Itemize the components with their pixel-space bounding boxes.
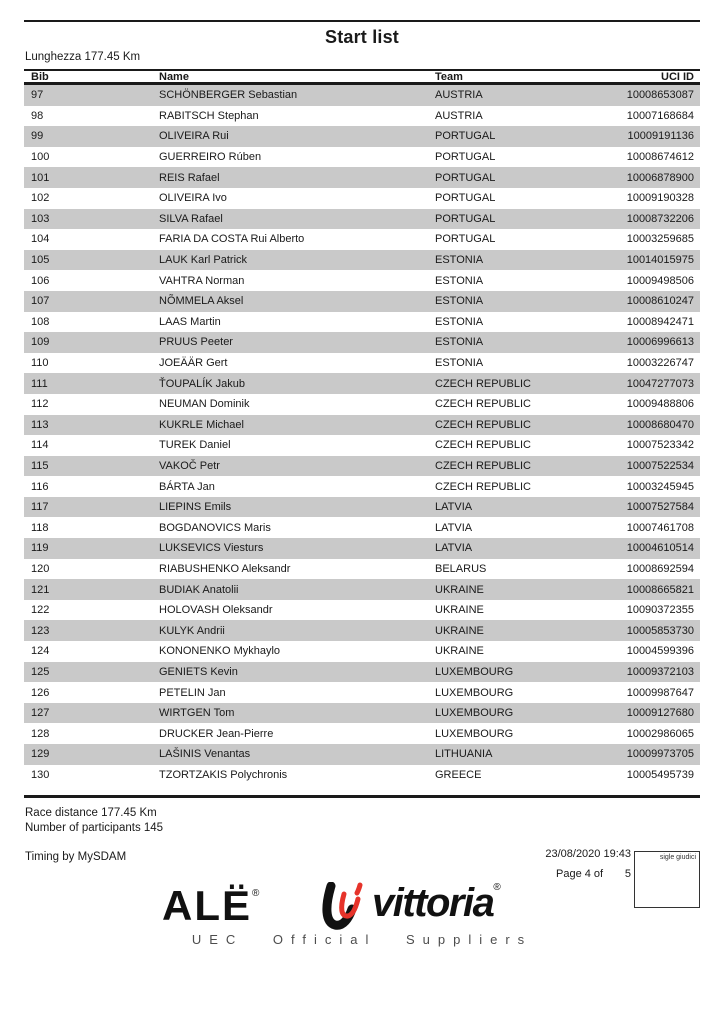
cell-uci: 10007168684: [626, 109, 694, 122]
cell-name: WIRTGEN Tom: [159, 707, 235, 720]
cell-name: NEUMAN Dominik: [159, 398, 250, 411]
cell-name: VAHTRA Norman: [159, 274, 245, 287]
cell-bib: 129: [31, 748, 50, 761]
cell-name: HOLOVASH Oleksandr: [159, 604, 273, 617]
cell-uci: 10006878900: [626, 171, 694, 184]
cell-team: PORTUGAL: [435, 151, 496, 164]
cell-uci: 10007461708: [626, 521, 694, 534]
cell-team: CZECH REPUBLIC: [435, 480, 531, 493]
cell-team: LUXEMBOURG: [435, 686, 514, 699]
cell-name: RABITSCH Stephan: [159, 109, 259, 122]
cell-bib: 108: [31, 315, 50, 328]
cell-uci: 10004610514: [626, 542, 694, 555]
ale-logo: [162, 882, 260, 929]
cell-team: AUSTRIA: [435, 89, 483, 102]
cell-bib: 117: [31, 501, 49, 514]
cell-name: VAKOČ Petr: [159, 459, 220, 472]
cell-uci: 10009488806: [626, 398, 694, 411]
vittoria-registered-mark: ®: [493, 882, 501, 893]
judges-signature-box: [634, 851, 700, 908]
page-number-label: Page 4 of: [556, 868, 604, 880]
table-row: [24, 744, 700, 765]
vittoria-logo-text: vittoria: [372, 881, 494, 925]
table-row: [24, 517, 700, 538]
cell-uci: 10002986065: [626, 727, 694, 740]
page-number: [556, 868, 631, 880]
table-row: [24, 373, 700, 394]
table-row: [24, 497, 700, 518]
cell-name: JOEÄÄR Gert: [159, 357, 228, 370]
cell-uci: 10009973705: [626, 748, 694, 761]
table-row: [24, 85, 700, 106]
table-row: [24, 456, 700, 477]
vittoria-logo: [322, 880, 501, 932]
cell-name: FARIA DA COSTA Rui Alberto: [159, 233, 305, 246]
cell-team: LUXEMBOURG: [435, 727, 514, 740]
cell-name: LUKSEVICS Viesturs: [159, 542, 264, 555]
ale-logo-text: ALË: [162, 882, 252, 929]
cell-team: UKRAINE: [435, 604, 484, 617]
cell-name: PETELIN Jan: [159, 686, 226, 699]
cell-bib: 130: [31, 768, 50, 781]
cell-name: NÕMMELA Aksel: [159, 295, 244, 308]
cell-uci: 10008610247: [626, 295, 694, 308]
table-row: [24, 435, 700, 456]
cell-bib: 118: [31, 521, 49, 534]
cell-team: AUSTRIA: [435, 109, 483, 122]
cell-name: OLIVEIRA Ivo: [159, 192, 227, 205]
cell-bib: 122: [31, 604, 50, 617]
cell-name: REIS Rafael: [159, 171, 220, 184]
cell-team: ESTONIA: [435, 274, 484, 287]
cell-bib: 97: [31, 89, 44, 102]
cell-bib: 110: [31, 357, 49, 370]
header-name: Name: [159, 70, 189, 83]
cell-team: CZECH REPUBLIC: [435, 398, 531, 411]
cell-name: DRUCKER Jean-Pierre: [159, 727, 274, 740]
header-uci-id: UCI ID: [661, 70, 694, 83]
cell-uci: 10003245945: [626, 480, 694, 493]
header-bib: Bib: [31, 70, 49, 83]
cell-team: LATVIA: [435, 542, 473, 555]
cell-uci: 10009190328: [626, 192, 694, 205]
table-row: [24, 703, 700, 724]
cell-uci: 10004599396: [626, 645, 694, 658]
cell-name: LIEPINS Emils: [159, 501, 232, 514]
bottom-rule: [24, 795, 700, 798]
table-body: [24, 85, 700, 785]
table-row: [24, 250, 700, 271]
table-row: [24, 291, 700, 312]
cell-uci: 10003259685: [626, 233, 694, 246]
cell-uci: 10008674612: [626, 151, 694, 164]
cell-team: ESTONIA: [435, 315, 484, 328]
cell-uci: 10008942471: [626, 315, 694, 328]
table-row: [24, 270, 700, 291]
race-distance-label: Race distance 177.45 Km: [25, 807, 157, 819]
page-title: Start list: [324, 27, 400, 47]
cell-uci: 10008680470: [626, 418, 694, 431]
cell-name: BOGDANOVICS Maris: [159, 521, 271, 534]
cell-team: ESTONIA: [435, 254, 484, 267]
cell-bib: 124: [31, 645, 50, 658]
top-rule: [24, 20, 700, 22]
print-datetime: 23/08/2020 19:43: [545, 848, 631, 860]
table-row: [24, 394, 700, 415]
cell-name: PRUUS Peeter: [159, 336, 233, 349]
cell-uci: 10047277073: [626, 377, 694, 390]
cell-uci: 10008732206: [626, 212, 694, 225]
cell-team: LUXEMBOURG: [435, 707, 514, 720]
table-row: [24, 126, 700, 147]
ale-registered-mark: ®: [252, 888, 260, 899]
cell-bib: 112: [31, 398, 49, 411]
cell-name: GENIETS Kevin: [159, 665, 238, 678]
cell-team: BELARUS: [435, 562, 487, 575]
table-row: [24, 106, 700, 127]
participants-label: Number of participants 145: [25, 822, 164, 834]
cell-name: KONONENKO Mykhaylo: [159, 645, 281, 658]
cell-name: KUKRLE Michael: [159, 418, 244, 431]
table-row: [24, 600, 700, 621]
cell-bib: 100: [31, 151, 50, 164]
cell-team: LUXEMBOURG: [435, 665, 514, 678]
vittoria-swoosh-icon: [322, 882, 368, 932]
table-row: [24, 147, 700, 168]
cell-team: LATVIA: [435, 501, 473, 514]
timing-credit: Timing by MySDAM: [25, 851, 127, 863]
table-row: [24, 579, 700, 600]
cell-team: LITHUANIA: [435, 748, 493, 761]
table-header-row: [24, 69, 700, 85]
judges-box-label: sigle giudici: [659, 854, 696, 861]
uec-suppliers-label: UEC Official Suppliers: [191, 932, 533, 947]
cell-name: SILVA Rafael: [159, 212, 223, 225]
cell-team: ESTONIA: [435, 336, 484, 349]
table-row: [24, 476, 700, 497]
cell-uci: 10007523342: [626, 439, 694, 452]
cell-team: CZECH REPUBLIC: [435, 418, 531, 431]
cell-name: BUDIAK Anatolii: [159, 583, 239, 596]
cell-bib: 116: [31, 480, 49, 493]
cell-team: ESTONIA: [435, 295, 484, 308]
cell-uci: 10003226747: [626, 357, 694, 370]
cell-bib: 111: [31, 377, 48, 390]
cell-bib: 121: [31, 583, 50, 596]
cell-name: BÁRTA Jan: [159, 480, 215, 493]
cell-bib: 120: [31, 562, 50, 575]
race-length-label: Lunghezza 177.45 Km: [25, 51, 141, 63]
cell-team: PORTUGAL: [435, 171, 496, 184]
cell-bib: 119: [31, 542, 49, 555]
header-team: Team: [435, 70, 463, 83]
cell-team: UKRAINE: [435, 624, 484, 637]
cell-name: LAAS Martin: [159, 315, 221, 328]
cell-bib: 128: [31, 727, 50, 740]
cell-bib: 105: [31, 254, 50, 267]
cell-bib: 123: [31, 624, 50, 637]
cell-name: LAŠINIS Venantas: [159, 748, 251, 761]
cell-bib: 126: [31, 686, 50, 699]
cell-team: CZECH REPUBLIC: [435, 377, 531, 390]
table-row: [24, 538, 700, 559]
cell-uci: 10009127680: [626, 707, 694, 720]
race-summary: [25, 806, 163, 836]
cell-bib: 98: [31, 109, 44, 122]
table-row: [24, 662, 700, 683]
cell-bib: 115: [31, 459, 49, 472]
cell-team: PORTUGAL: [435, 130, 496, 143]
cell-uci: 10009498506: [626, 274, 694, 287]
cell-team: PORTUGAL: [435, 212, 496, 225]
cell-team: PORTUGAL: [435, 233, 496, 246]
cell-team: LATVIA: [435, 521, 473, 534]
table-row: [24, 167, 700, 188]
cell-uci: 10008653087: [626, 89, 694, 102]
table-row: [24, 188, 700, 209]
cell-bib: 103: [31, 212, 50, 225]
cell-team: GREECE: [435, 768, 482, 781]
cell-bib: 113: [31, 418, 49, 431]
cell-uci: 10009987647: [626, 686, 694, 699]
table-row: [24, 312, 700, 333]
cell-name: SCHÖNBERGER Sebastian: [159, 89, 298, 102]
cell-team: UKRAINE: [435, 583, 484, 596]
cell-name: OLIVEIRA Rui: [159, 130, 229, 143]
cell-name: KULYK Andrii: [159, 624, 225, 637]
cell-bib: 101: [31, 171, 50, 184]
cell-bib: 109: [31, 336, 50, 349]
table-row: [24, 765, 700, 786]
cell-name: TUREK Daniel: [159, 439, 231, 452]
cell-uci: 10009191136: [627, 130, 694, 143]
table-row: [24, 229, 700, 250]
cell-team: CZECH REPUBLIC: [435, 459, 531, 472]
cell-uci: 10090372355: [626, 604, 694, 617]
table-row: [24, 682, 700, 703]
start-list-table: [24, 69, 700, 798]
cell-bib: 99: [31, 130, 44, 143]
cell-name: LAUK Karl Patrick: [159, 254, 248, 267]
cell-uci: 10005495739: [626, 768, 694, 781]
cell-bib: 125: [31, 665, 50, 678]
page-total: 5: [624, 868, 631, 880]
table-row: [24, 332, 700, 353]
cell-uci: 10009372103: [626, 665, 694, 678]
table-row: [24, 415, 700, 436]
cell-name: RIABUSHENKO Aleksandr: [159, 562, 291, 575]
cell-uci: 10014015975: [626, 254, 694, 267]
table-row: [24, 723, 700, 744]
cell-uci: 10008692594: [626, 562, 694, 575]
cell-uci: 10005853730: [626, 624, 694, 637]
cell-team: ESTONIA: [435, 357, 484, 370]
table-row: [24, 559, 700, 580]
cell-bib: 102: [31, 192, 50, 205]
table-row: [24, 641, 700, 662]
cell-bib: 107: [31, 295, 50, 308]
table-row: [24, 209, 700, 230]
table-row: [24, 353, 700, 374]
cell-uci: 10007522534: [626, 459, 694, 472]
cell-bib: 114: [31, 439, 49, 452]
cell-uci: 10008665821: [626, 583, 694, 596]
cell-bib: 104: [31, 233, 50, 246]
cell-team: PORTUGAL: [435, 192, 496, 205]
cell-team: UKRAINE: [435, 645, 484, 658]
cell-name: TZORTZAKIS Polychronis: [159, 768, 288, 781]
cell-bib: 106: [31, 274, 50, 287]
cell-name: ŤOUPALÍK Jakub: [159, 377, 245, 390]
cell-bib: 127: [31, 707, 50, 720]
table-row: [24, 620, 700, 641]
cell-uci: 10006996613: [626, 336, 694, 349]
cell-name: GUERREIRO Rúben: [159, 151, 262, 164]
cell-team: CZECH REPUBLIC: [435, 439, 531, 452]
cell-uci: 10007527584: [626, 501, 694, 514]
